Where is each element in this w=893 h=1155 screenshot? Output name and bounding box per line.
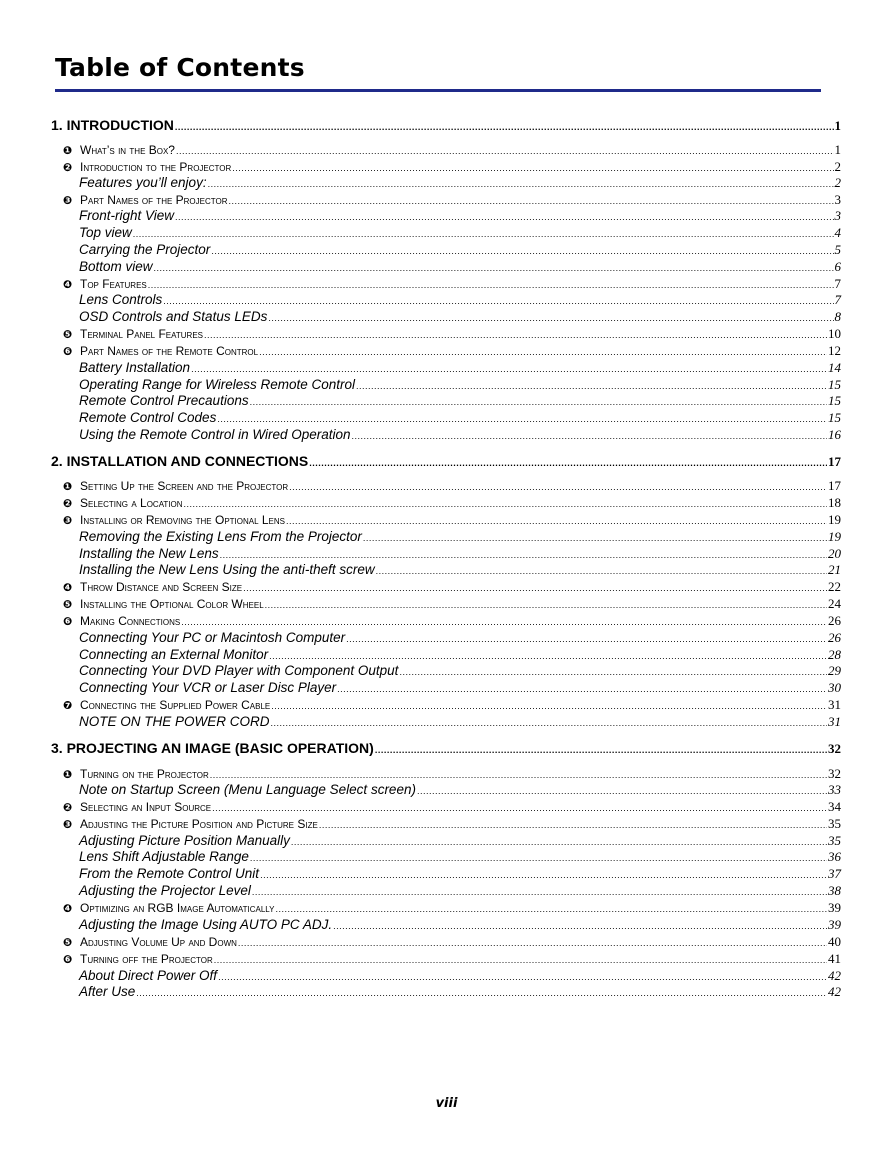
toc-entry-level3[interactable] [79, 292, 841, 308]
toc-entry-title: Top Features [80, 277, 147, 291]
dot-leader [181, 617, 827, 627]
toc-entry-title: 2. INSTALLATION AND CONNECTIONS [51, 453, 309, 469]
toc-entry-title: After Use [79, 984, 136, 999]
toc-entry-title: Throw Distance and Screen Size [80, 580, 243, 594]
toc-entry-title: Selecting an Input Source [80, 800, 212, 814]
dot-leader [265, 600, 827, 610]
dot-leader [346, 634, 827, 644]
toc-entry-title: Optimizing an RGB Image Automatically [80, 901, 275, 915]
toc-entry-title: Remote Control Precautions [79, 393, 249, 408]
toc-entry-page-number: 10 [828, 326, 841, 341]
dot-leader [286, 516, 827, 526]
toc-entry-title: Lens Shift Adjustable Range [79, 849, 249, 864]
dot-leader [163, 296, 833, 306]
toc-entry-level3[interactable] [79, 917, 841, 933]
toc-entry-page-number: 22 [828, 579, 841, 594]
toc-entry-level3[interactable] [79, 680, 841, 696]
toc-entry-level3[interactable] [79, 529, 841, 545]
toc-entry-page-number: 15 [828, 393, 841, 408]
toc-entry-title: Removing the Existing Lens From the Projector [79, 529, 362, 544]
toc-entry-level3[interactable] [79, 546, 841, 562]
toc-entry-title: Battery Installation [79, 360, 191, 375]
dot-leader [417, 786, 827, 796]
toc-entry-title: Using the Remote Control in Wired Operation [79, 427, 351, 442]
page-number-footer: viii [435, 1096, 458, 1111]
toc-entry-page-number: 29 [828, 663, 841, 678]
toc-entry-level2[interactable] [63, 816, 841, 832]
toc-entry-title: Connecting the Supplied Power Cable [80, 698, 271, 712]
toc-entry-title: Lens Controls [79, 292, 163, 307]
toc-entry-level1[interactable] [51, 740, 841, 757]
toc-entry-page-number: 39 [828, 917, 841, 932]
toc-entry-page-number: 3 [834, 192, 841, 207]
toc-entry-level2[interactable] [63, 512, 841, 528]
toc-entry-page-number: 41 [828, 951, 841, 966]
section-number-bullet: ❹ [63, 279, 73, 291]
toc-entry-level2[interactable] [63, 766, 841, 782]
toc-entry-title: Installing the New Lens [79, 546, 219, 561]
toc-entry-page-number: 35 [828, 816, 841, 831]
toc-entry-title: Features you’ll enjoy: [79, 175, 207, 190]
toc-entry-title: NOTE ON THE POWER CORD [79, 714, 270, 729]
toc-entry-title: Adjusting Picture Position Manually [79, 833, 290, 848]
dot-leader [275, 904, 827, 914]
toc-entry-page-number: 24 [828, 596, 841, 611]
toc-entry-page-number: 17 [828, 454, 841, 469]
dot-leader [319, 820, 827, 830]
section-number-bullet: ❸ [63, 819, 73, 831]
toc-entry-level3[interactable] [79, 866, 841, 882]
toc-entry-title: Terminal Panel Features [80, 327, 203, 341]
toc-entry-page-number: 38 [828, 883, 841, 898]
toc-entry-title: Adjusting the Image Using AUTO PC ADJ. [79, 917, 333, 932]
toc-entry-title: Front-right View [79, 208, 175, 223]
toc-entry-title: Bottom view [79, 259, 153, 274]
dot-leader [133, 229, 834, 239]
page-title: Table of Contents [55, 53, 305, 82]
toc-entry-level3[interactable] [79, 714, 841, 730]
toc-entry-title: Adjusting the Picture Position and Picture Size [80, 817, 318, 831]
toc-entry-page-number: 2 [834, 159, 841, 174]
toc-entry-page-number: 32 [828, 741, 841, 756]
toc-entry-level3[interactable] [79, 393, 841, 409]
dot-leader [271, 701, 827, 711]
toc-entry-level3[interactable] [79, 242, 841, 258]
dot-leader [210, 770, 827, 780]
toc-entry-level2[interactable] [63, 613, 841, 629]
toc-entry-level3[interactable] [79, 833, 841, 849]
toc-entry-title: Introduction to the Projector [80, 160, 232, 174]
toc-entry-level1[interactable] [51, 453, 841, 470]
toc-entry-title: Carrying the Projector [79, 242, 211, 257]
toc-entry-level2[interactable] [63, 478, 841, 494]
dot-leader [291, 837, 827, 847]
dot-leader [268, 313, 833, 323]
toc-entry-page-number: 31 [828, 714, 841, 729]
toc-entry-page-number: 17 [828, 478, 841, 493]
dot-leader [250, 853, 827, 863]
toc-entry-level3[interactable] [79, 225, 841, 241]
toc-entry-page-number: 40 [828, 934, 841, 949]
toc-entry-page-number: 18 [828, 495, 841, 510]
toc-entry-level3[interactable] [79, 968, 841, 984]
dot-leader [356, 381, 827, 391]
dot-leader [363, 533, 827, 543]
toc-entry-page-number: 15 [828, 377, 841, 392]
dot-leader [204, 330, 827, 340]
toc-entry-page-number: 33 [828, 782, 841, 797]
toc-entry-level2[interactable] [63, 495, 841, 511]
toc-entry-page-number: 32 [828, 766, 841, 781]
toc-entry-page-number: 7 [834, 276, 841, 291]
toc-entry-level3[interactable] [79, 782, 841, 798]
toc-entry-page-number: 42 [828, 984, 841, 999]
section-number-bullet: ❸ [63, 515, 73, 527]
toc-entry-title: Installing the Optional Color Wheel [80, 597, 264, 611]
toc-entry-level2[interactable] [63, 159, 841, 175]
toc-entry-page-number: 35 [828, 833, 841, 848]
toc-entry-level3[interactable] [79, 630, 841, 646]
dot-leader [217, 414, 827, 424]
toc-entry-title: Adjusting Volume Up and Down [80, 935, 237, 949]
dot-leader [184, 499, 827, 509]
toc-entry-title: Setting Up the Screen and the Projector [80, 479, 289, 493]
toc-entry-level2[interactable] [63, 951, 841, 967]
section-number-bullet: ❻ [63, 954, 73, 966]
toc-entry-page-number: 36 [828, 849, 841, 864]
dot-leader [154, 263, 834, 273]
dot-leader [376, 566, 827, 576]
dot-leader [220, 550, 827, 560]
toc-entry-page-number: 20 [828, 546, 841, 561]
section-number-bullet: ❺ [63, 329, 73, 341]
toc-entry-page-number: 2 [834, 175, 841, 190]
dot-leader [333, 921, 827, 931]
toc-entry-title: Connecting Your DVD Player with Component Output [79, 663, 399, 678]
dot-leader [175, 122, 834, 132]
toc-entry-level3[interactable] [79, 259, 841, 275]
dot-leader [208, 179, 834, 189]
section-number-bullet: ❷ [63, 498, 73, 510]
toc-entry-page-number: 42 [828, 968, 841, 983]
toc-entry-title: Installing or Removing the Optional Lens [80, 513, 286, 527]
toc-entry-title: Turning off the Projector [80, 952, 213, 966]
toc-entry-page-number: 6 [834, 259, 841, 274]
toc-entry-title: Making Connections [80, 614, 181, 628]
toc-entry-level2[interactable] [63, 596, 841, 612]
dot-leader [229, 196, 834, 206]
dot-leader [176, 146, 834, 156]
toc-entry-level2[interactable] [63, 900, 841, 916]
toc-entry-title: Part Names of the Remote Control [80, 344, 259, 358]
toc-entry-page-number: 31 [828, 697, 841, 712]
toc-entry-page-number: 37 [828, 866, 841, 881]
toc-entry-page-number: 1 [834, 118, 841, 133]
toc-entry-level1[interactable] [51, 117, 841, 134]
section-number-bullet: ❷ [63, 162, 73, 174]
toc-entry-page-number: 19 [828, 529, 841, 544]
dot-leader [212, 803, 827, 813]
dot-leader [191, 364, 827, 374]
section-number-bullet: ❻ [63, 616, 73, 628]
toc-entry-page-number: 26 [828, 613, 841, 628]
dot-leader [175, 212, 833, 222]
toc-entry-title: Connecting Your VCR or Laser Disc Player [79, 680, 337, 695]
toc-entry-page-number: 1 [834, 142, 841, 157]
toc-entry-level2[interactable] [63, 326, 841, 342]
toc-entry-page-number: 26 [828, 630, 841, 645]
toc-entry-title: About Direct Power Off [79, 968, 218, 983]
dot-leader [352, 431, 827, 441]
title-underline [55, 89, 821, 92]
section-number-bullet: ❸ [63, 195, 73, 207]
toc-entry-page-number: 8 [834, 309, 841, 324]
dot-leader [218, 972, 827, 982]
toc-entry-page-number: 15 [828, 410, 841, 425]
dot-leader [289, 482, 827, 492]
dot-leader [148, 280, 834, 290]
dot-leader [136, 988, 827, 998]
toc-entry-page-number: 34 [828, 799, 841, 814]
toc-entry-page-number: 30 [828, 680, 841, 695]
dot-leader [252, 887, 827, 897]
toc-entry-page-number: 7 [834, 292, 841, 307]
toc-entry-title: What’s in the Box? [80, 143, 175, 157]
toc-entry-title: OSD Controls and Status LEDs [79, 309, 268, 324]
section-number-bullet: ❶ [63, 481, 73, 493]
toc-entry-page-number: 4 [834, 225, 841, 240]
toc-entry-title: Remote Control Codes [79, 410, 217, 425]
section-number-bullet: ❹ [63, 582, 73, 594]
toc-entry-page-number: 12 [828, 343, 841, 358]
toc-entry-page-number: 5 [834, 242, 841, 257]
toc-entry-title: 3. PROJECTING AN IMAGE (BASIC OPERATION) [51, 740, 374, 756]
dot-leader [250, 397, 827, 407]
toc-entry-title: Connecting an External Monitor [79, 647, 269, 662]
toc-entry-page-number: 19 [828, 512, 841, 527]
toc-entry-level2[interactable] [63, 697, 841, 713]
section-number-bullet: ❺ [63, 937, 73, 949]
toc-entry-title: Part Names of the Projector [80, 193, 228, 207]
toc-entry-title: Note on Startup Screen (Menu Language Select screen) [79, 782, 416, 797]
section-number-bullet: ❻ [63, 346, 73, 358]
toc-entry-page-number: 3 [834, 208, 841, 223]
dot-leader [337, 684, 827, 694]
toc-entry-level2[interactable] [63, 343, 841, 359]
section-number-bullet: ❺ [63, 599, 73, 611]
dot-leader [269, 651, 827, 661]
toc-entry-level2[interactable] [63, 192, 841, 208]
toc-entry-page-number: 28 [828, 647, 841, 662]
toc-entry-level3[interactable] [79, 377, 841, 393]
toc-entry-level3[interactable] [79, 849, 841, 865]
toc-entry-title: Turning on the Projector [80, 767, 209, 781]
toc-entry-level3[interactable] [79, 562, 841, 578]
toc-entry-level3[interactable] [79, 427, 841, 443]
toc-entry-level2[interactable] [63, 799, 841, 815]
toc-entry-level3[interactable] [79, 883, 841, 899]
toc-entry-level3[interactable] [79, 175, 841, 191]
toc-entry-title: From the Remote Control Unit [79, 866, 260, 881]
toc-entry-level3[interactable] [79, 647, 841, 663]
section-number-bullet: ❷ [63, 802, 73, 814]
toc-entry-title: Operating Range for Wireless Remote Control [79, 377, 355, 392]
dot-leader [271, 718, 827, 728]
toc-entry-page-number: 16 [828, 427, 841, 442]
dot-leader [243, 583, 827, 593]
toc-entry-level3[interactable] [79, 360, 841, 376]
dot-leader [238, 938, 827, 948]
section-number-bullet: ❹ [63, 903, 73, 915]
dot-leader [211, 246, 833, 256]
section-number-bullet: ❼ [63, 700, 73, 712]
toc-entry-page-number: 21 [828, 562, 841, 577]
toc-entry-level3[interactable] [79, 984, 841, 1000]
dot-leader [259, 347, 827, 357]
toc-entry-title: Top view [79, 225, 132, 240]
toc-entry-title: Adjusting the Projector Level [79, 883, 251, 898]
dot-leader [309, 458, 827, 468]
dot-leader [260, 870, 827, 880]
toc-entry-level3[interactable] [79, 663, 841, 679]
toc-entry-level2[interactable] [63, 579, 841, 595]
toc-entry-level3[interactable] [79, 208, 841, 224]
toc-entry-title: Installing the New Lens Using the anti-theft screw [79, 562, 375, 577]
section-number-bullet: ❶ [63, 145, 73, 157]
toc-entry-title: Connecting Your PC or Macintosh Computer [79, 630, 346, 645]
toc-entry-page-number: 39 [828, 900, 841, 915]
toc-entry-level2[interactable] [63, 142, 841, 158]
toc-entry-level2[interactable] [63, 934, 841, 950]
toc-entry-level3[interactable] [79, 410, 841, 426]
dot-leader [399, 667, 827, 677]
section-number-bullet: ❶ [63, 769, 73, 781]
dot-leader [214, 955, 827, 965]
toc-entry-page-number: 14 [828, 360, 841, 375]
toc-entry-title: 1. INTRODUCTION [51, 117, 174, 133]
dot-leader [232, 163, 833, 173]
toc-entry-title: Selecting a Location [80, 496, 183, 510]
toc-entry-level2[interactable] [63, 276, 841, 292]
toc-entry-level3[interactable] [79, 309, 841, 325]
dot-leader [375, 745, 827, 755]
